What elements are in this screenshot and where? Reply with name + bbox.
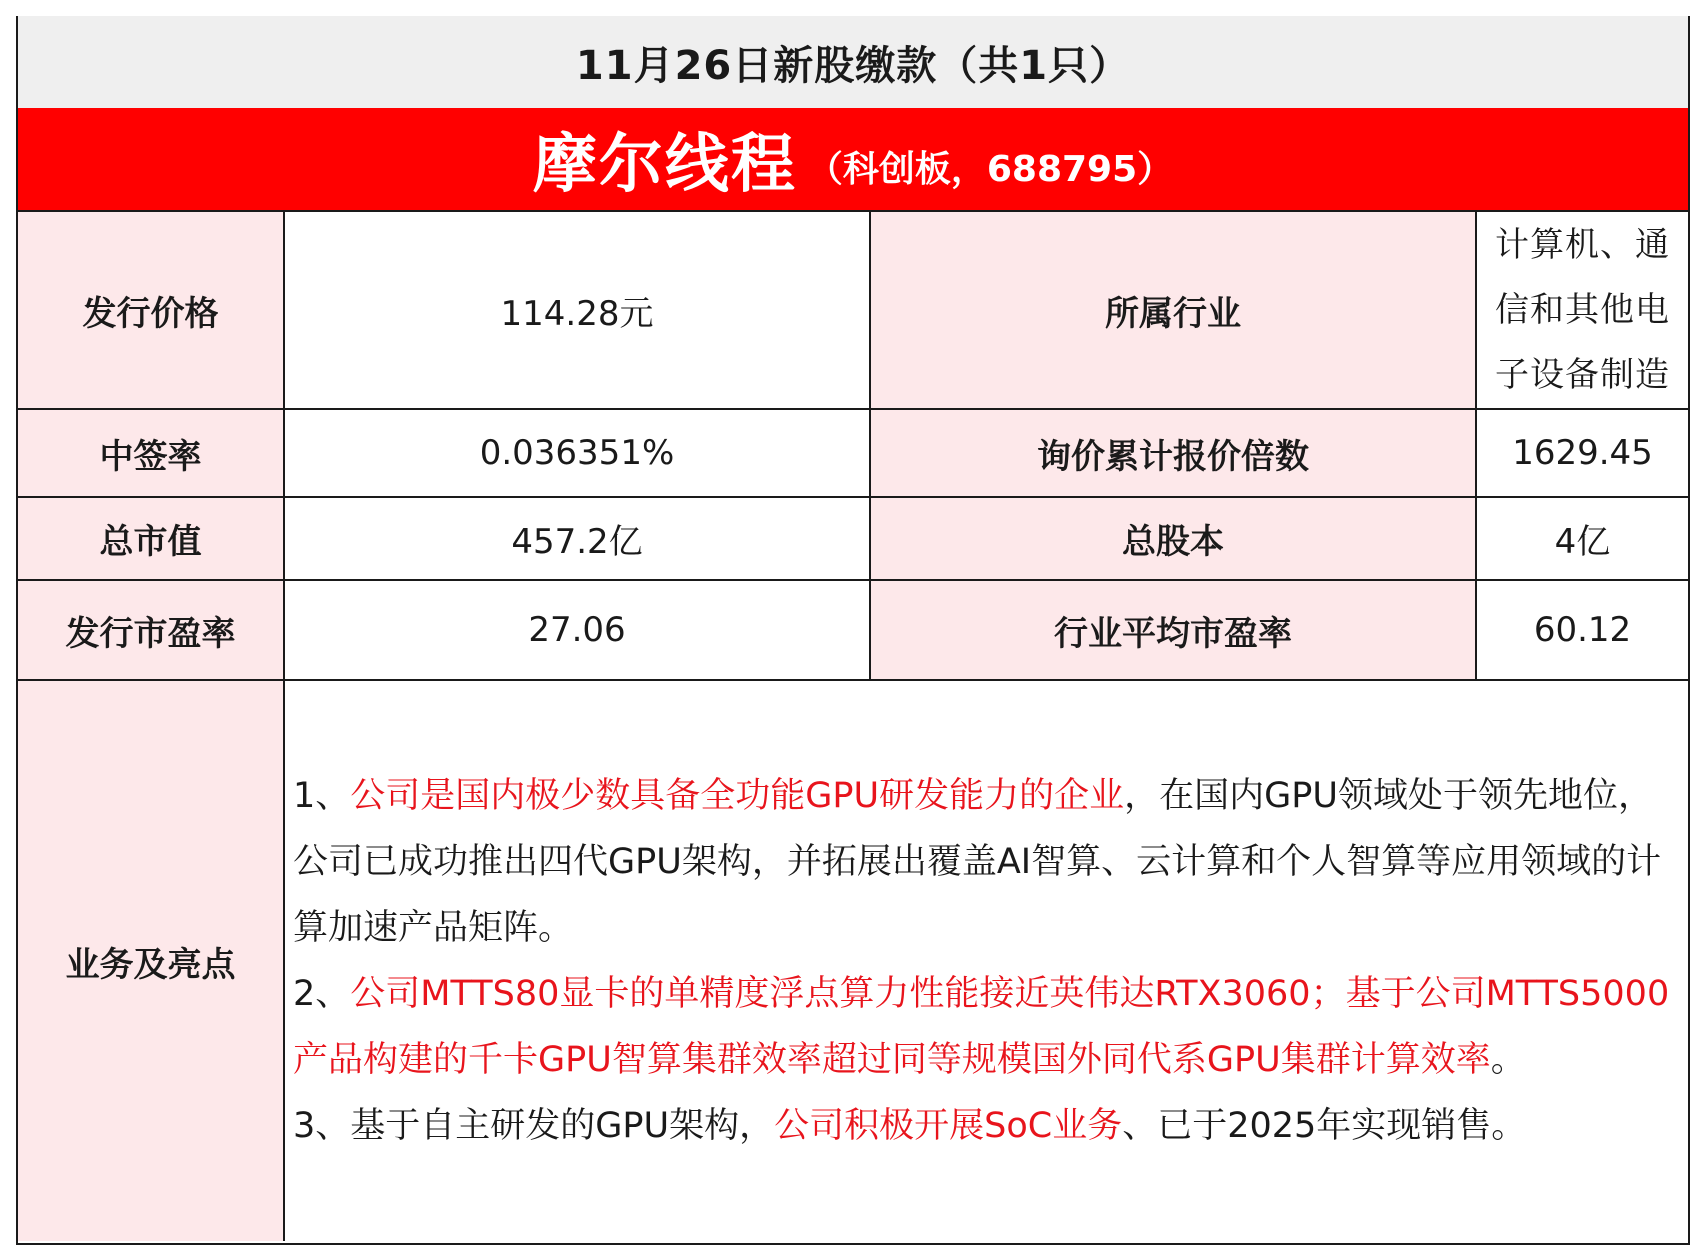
highlight-item-2: 2、公司MTTS80显卡的单精度浮点算力性能接近英伟达RTX3060；基于公司MTTS5000产品构建的千卡GPU智算集群效率超过同等规模国外同代系GPU集群计算效率。 [293, 974, 1670, 1080]
highlight-item-3: 3、基于自主研发的GPU架构，公司积极开展SoC业务、已于2025年实现销售。 [293, 1106, 1527, 1146]
market-cap-label: 总市值 [18, 497, 284, 580]
issue-price-label: 发行价格 [18, 212, 284, 409]
company-board-code: （科创板，688795） [806, 148, 1174, 190]
total-shares-label: 总股本 [870, 497, 1476, 580]
market-cap-value: 457.2亿 [284, 497, 870, 580]
table-row [18, 409, 1688, 497]
total-shares-value: 4亿 [1476, 497, 1688, 580]
highlights-content [284, 680, 1688, 1241]
table-row [18, 580, 1688, 680]
issue-pe-label: 发行市盈率 [18, 580, 284, 680]
highlight-item-1: 1、公司是国内极少数具备全功能GPU研发能力的企业，在国内GPU领域处于领先地位，公司已成功推出四代GPU架构，并拓展出覆盖AI智算、云计算和个人智算等应用领域的计算加速产品矩阵。 [293, 776, 1662, 948]
ipo-info-table [18, 212, 1688, 1241]
table-row [18, 497, 1688, 580]
highlights-label: 业务及亮点 [18, 680, 284, 1241]
industry-value: 计算机、通信和其他电子设备制造 [1476, 212, 1688, 409]
industry-label: 所属行业 [870, 212, 1476, 409]
issue-pe-value: 27.06 [284, 580, 870, 680]
subscription-multiple-label: 询价累计报价倍数 [870, 409, 1476, 497]
table-row [18, 212, 1688, 409]
subscription-multiple-value: 1629.45 [1476, 409, 1688, 497]
company-banner [18, 108, 1688, 212]
page-title: 11月26日新股缴款（共1只） [18, 16, 1688, 108]
ipo-info-sheet [16, 16, 1690, 1245]
industry-pe-label: 行业平均市盈率 [870, 580, 1476, 680]
issue-price-value: 114.28元 [284, 212, 870, 409]
winning-rate-value: 0.036351% [284, 409, 870, 497]
company-name: 摩尔线程 [532, 128, 797, 202]
industry-pe-value: 60.12 [1476, 580, 1688, 680]
table-row [18, 680, 1688, 1241]
winning-rate-label: 中签率 [18, 409, 284, 497]
